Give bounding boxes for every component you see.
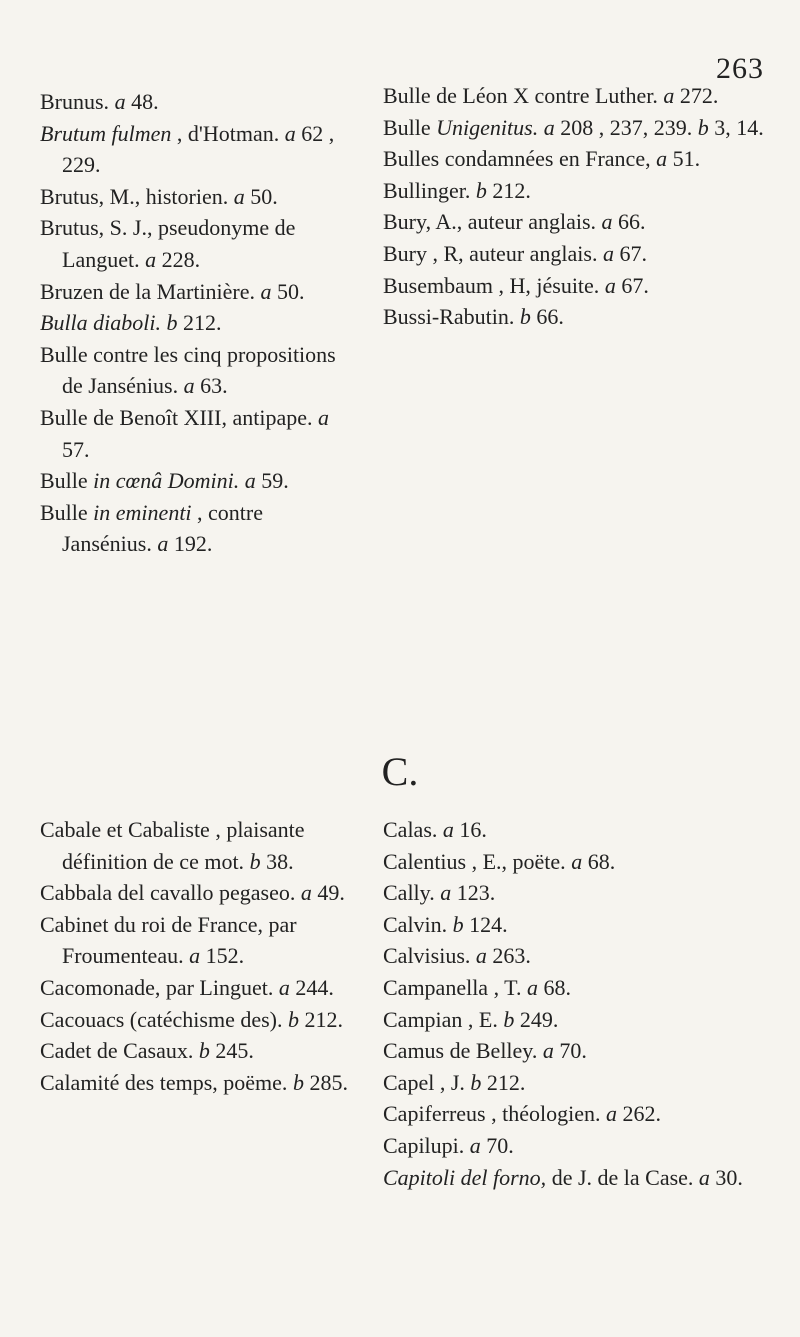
entry-text: Calvin. xyxy=(383,911,453,937)
index-column-bottom-left xyxy=(40,814,358,1098)
entry-text: Cabale et Cabaliste , plaisante définition de ce mot. xyxy=(40,817,305,874)
index-column-bottom-right xyxy=(383,814,778,1193)
index-entry xyxy=(383,1004,778,1036)
index-entry xyxy=(40,1067,358,1099)
entry-text: b xyxy=(519,304,531,330)
index-entry xyxy=(383,1162,778,1194)
entry-text: Busembaum , H, jésuite. xyxy=(383,272,605,298)
index-entry xyxy=(40,497,358,560)
entry-text: 66. xyxy=(530,304,564,330)
entry-text: Bury, A., auteur anglais. xyxy=(383,209,602,235)
entry-text: Brutus, S. J., pseudonyme de Languet. xyxy=(40,215,296,272)
entry-text: a xyxy=(663,83,675,108)
entry-text: a xyxy=(604,272,616,298)
entry-text: a xyxy=(145,246,157,272)
index-entry xyxy=(383,846,778,878)
entry-text: Calas. xyxy=(383,817,443,842)
entry-text: 272. xyxy=(674,83,719,108)
entry-text: 244. xyxy=(289,974,334,1000)
entry-text: 245. xyxy=(209,1038,254,1064)
entry-text: 63. xyxy=(194,373,228,399)
entry-text: 67. xyxy=(615,272,649,298)
index-column-top-right xyxy=(383,80,778,333)
entry-text: 124. xyxy=(463,911,508,937)
entry-text: 16. xyxy=(453,817,487,842)
entry-text: a xyxy=(469,1132,481,1158)
entry-text: Bussi-Rabutin. xyxy=(383,304,520,330)
entry-text: , d'Hotman. xyxy=(171,120,285,146)
entry-text: 228. xyxy=(156,246,201,272)
entry-text: 68. xyxy=(537,974,571,1000)
entry-text: b xyxy=(503,1006,515,1032)
index-entry xyxy=(383,238,778,270)
entry-text: a xyxy=(233,183,245,209)
index-entry xyxy=(383,143,778,175)
index-entry xyxy=(383,972,778,1004)
entry-text: 51. xyxy=(667,146,701,172)
entry-text: a xyxy=(543,114,555,140)
index-entry xyxy=(383,301,778,333)
entry-text: b xyxy=(292,1069,304,1095)
index-entry xyxy=(40,1004,358,1036)
entry-text: Calvisius. xyxy=(383,943,476,969)
entry-text: 50. xyxy=(244,183,278,209)
entry-text: a xyxy=(244,468,256,494)
entry-text: Cacomonade, par Linguet. xyxy=(40,974,279,1000)
entry-text: 212. xyxy=(481,1069,526,1095)
entry-text: Cadet de Casaux. xyxy=(40,1038,199,1064)
index-entry xyxy=(40,118,358,181)
entry-text: Cacouacs (catéchisme des). xyxy=(40,1006,288,1032)
entry-text: 50. xyxy=(271,278,305,304)
index-entry xyxy=(383,80,778,112)
entry-text: Bulles condamnées en France, xyxy=(383,146,657,172)
entry-text: 70. xyxy=(480,1132,514,1158)
entry-text: 30. xyxy=(709,1164,743,1190)
entry-text: 49. xyxy=(311,880,345,906)
entry-text: 263. xyxy=(486,943,531,969)
entry-text: Bury , R, auteur anglais. xyxy=(383,240,603,266)
index-entry xyxy=(40,877,358,909)
index-entry xyxy=(40,181,358,213)
index-entry xyxy=(383,206,778,238)
entry-text: Calentius , E., poëte. xyxy=(383,848,572,874)
entry-text: 249. xyxy=(514,1006,559,1032)
entry-text: Calamité des temps, poëme. xyxy=(40,1069,293,1095)
entry-text: a xyxy=(189,943,201,969)
entry-text: b xyxy=(288,1006,299,1032)
entry-text: a xyxy=(278,974,290,1000)
entry-text: Unigenitus. xyxy=(436,114,539,140)
entry-text: 208 , 237, 239. xyxy=(554,114,698,140)
entry-text: Bulle xyxy=(40,499,94,525)
entry-text: a xyxy=(606,1101,617,1127)
entry-text: a xyxy=(656,146,668,172)
index-entry xyxy=(40,814,358,877)
index-entry xyxy=(40,339,358,402)
index-entry xyxy=(40,212,358,275)
entry-text: a xyxy=(542,1038,554,1064)
index-entry xyxy=(383,175,778,207)
entry-text: Capel , J. xyxy=(383,1069,471,1095)
entry-text: a xyxy=(602,240,614,266)
entry-text: a xyxy=(526,974,538,1000)
entry-text: 70. xyxy=(553,1038,587,1064)
index-entry xyxy=(40,86,358,118)
entry-text: 48. xyxy=(125,89,159,114)
index-entry xyxy=(383,270,778,302)
entry-text: b xyxy=(249,848,261,874)
entry-text: a xyxy=(260,278,272,304)
entry-text: Capiferreus , théologien. xyxy=(383,1101,606,1127)
entry-text: a xyxy=(601,209,613,235)
entry-text: Bulle xyxy=(40,468,94,494)
section-letter: C. xyxy=(381,749,419,794)
entry-text: 123. xyxy=(451,880,496,906)
index-entry xyxy=(383,1098,778,1130)
entry-text: Brutum fulmen xyxy=(40,120,172,146)
entry-text: Bulle contre les cinq propositions de Jansénius. xyxy=(40,341,336,399)
entry-text: Bulle de Léon X contre Luther. xyxy=(383,83,664,108)
entry-text: 152. xyxy=(200,943,245,969)
entry-text: 38. xyxy=(260,848,294,874)
entry-text: Brutus, M., historien. xyxy=(40,183,234,209)
entry-text: Cabinet du roi de France, par Froumenteau. xyxy=(40,911,297,969)
entry-text: b xyxy=(697,114,709,140)
page-number: 263 xyxy=(716,52,764,85)
index-entry xyxy=(40,972,358,1004)
entry-text: Brunus. xyxy=(40,89,115,114)
entry-text: b xyxy=(166,310,178,336)
entry-text: a xyxy=(571,848,583,874)
entry-text: Bulla diaboli. xyxy=(40,310,161,336)
entry-text: 68. xyxy=(582,848,616,874)
entry-text: 262. xyxy=(617,1101,661,1127)
index-entry xyxy=(383,1067,778,1099)
entry-text: Cabbala del cavallo pegaseo. xyxy=(40,880,301,906)
entry-text: a xyxy=(475,943,487,969)
entry-text: in eminenti xyxy=(93,499,192,525)
entry-text: Camus de Belley. xyxy=(383,1038,543,1064)
entry-text: b xyxy=(452,911,464,937)
entry-text: 212. xyxy=(299,1006,343,1032)
entry-text: 285. xyxy=(303,1069,348,1095)
index-entry xyxy=(40,465,358,497)
index-entry xyxy=(40,307,358,339)
entry-text: 57. xyxy=(62,436,90,462)
entry-text: in cœnâ Domini. xyxy=(93,468,240,494)
index-entry xyxy=(40,402,358,465)
entry-text: b xyxy=(198,1038,210,1064)
entry-text: a xyxy=(284,120,296,146)
entry-text: de J. de la Case. xyxy=(546,1164,699,1190)
entry-text: Campanella , T. xyxy=(383,974,527,1000)
entry-text: a xyxy=(183,373,195,399)
entry-text: a xyxy=(114,89,126,114)
entry-text: 212. xyxy=(486,177,531,203)
entry-text: Bullinger. xyxy=(383,177,476,203)
entry-text: 192. xyxy=(168,531,213,557)
entry-text: a xyxy=(317,404,329,430)
index-entry xyxy=(40,276,358,308)
entry-text: a xyxy=(300,880,312,906)
entry-text: b xyxy=(470,1069,482,1095)
entry-text: a xyxy=(157,531,169,557)
index-entry xyxy=(383,1130,778,1162)
entry-text: 66. xyxy=(612,209,646,235)
index-entry xyxy=(383,909,778,941)
index-entry xyxy=(383,814,778,846)
index-entry xyxy=(383,1035,778,1067)
entry-text: 67. xyxy=(613,240,647,266)
index-entry xyxy=(40,1035,358,1067)
entry-text: Capitoli del forno, xyxy=(383,1164,547,1190)
entry-text: Bulle de Benoît XIII, antipape. xyxy=(40,404,318,430)
index-entry xyxy=(40,909,358,972)
entry-text: 62 , 229. xyxy=(62,120,335,178)
entry-text: a xyxy=(440,880,452,906)
entry-text: Capilupi. xyxy=(383,1132,470,1158)
entry-text: 59. xyxy=(255,468,289,494)
index-entry xyxy=(383,940,778,972)
entry-text: a xyxy=(698,1164,710,1190)
entry-text: Bulle xyxy=(383,114,437,140)
index-entry xyxy=(383,877,778,909)
index-entry xyxy=(383,112,778,144)
entry-text: Bruzen de la Martinière. xyxy=(40,278,261,304)
entry-text: 3, 14. xyxy=(708,114,764,140)
entry-text: 212. xyxy=(177,310,222,336)
entry-text: Campian , E. xyxy=(383,1006,504,1032)
entry-text: Cally. xyxy=(383,880,441,906)
index-column-top-left xyxy=(40,86,358,560)
entry-text: b xyxy=(475,177,487,203)
entry-text: , contre Jansénius. xyxy=(62,499,264,557)
entry-text: a xyxy=(442,817,454,842)
